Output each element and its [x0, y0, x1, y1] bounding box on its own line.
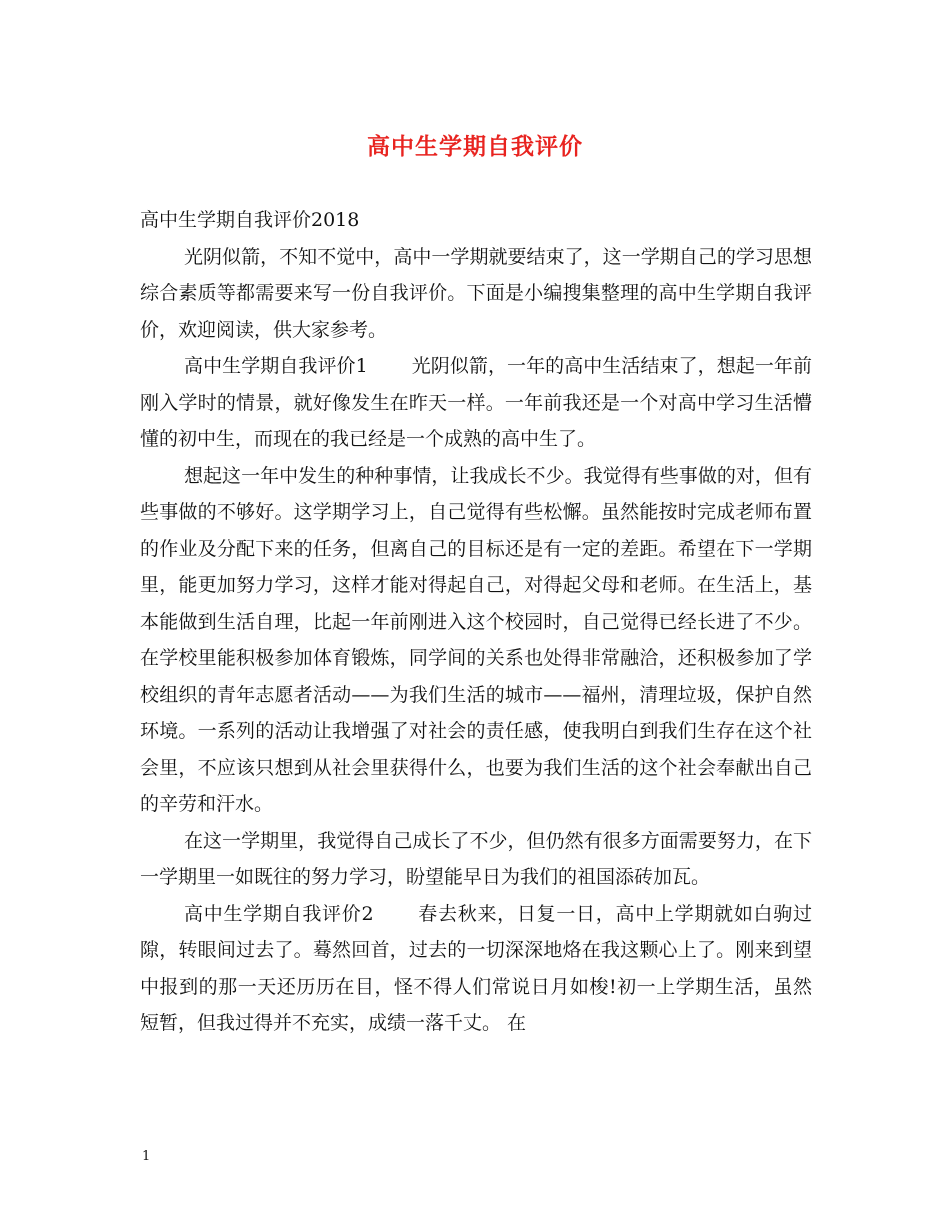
- section-1-paragraph-3: 在这一学期里，我觉得自己成长了不少，但仍然有很多方面需要努力，在下一学期里一如既往的努力学习，盼望能早日为我们的祖国添砖加瓦。: [140, 829, 812, 888]
- section-2-paragraph-1: [140, 896, 812, 1042]
- section-2-heading: 高中生学期自我评价2: [184, 902, 374, 925]
- subtitle-line: 高中生学期自我评价2018: [140, 209, 360, 231]
- section-1-paragraph-2: 想起这一年中发生的种种事情，让我成长不少。我觉得有些事做的对，但有些事做的不够好。这学期学习上，自己觉得有些松懈。虽然能按时完成老师布置的作业及分配下来的任务，但离自己的目标还是有一定的差距。希望在下一学期里，能更加努力学习，这样才能对得起自己，对得起父母和老师。在生活上，基本能做到生活自理，比起一年前刚进入这个校园时，自己觉得已经长进了不少。在学校里能积极参加体育锻炼，同学间的关系也处得非常融洽，还积极参加了学校组织的青年志愿者活动——为我们生活的城市——福州，清理垃圾，保护自然环境。一系列的活动让我增强了对社会的责任感，使我明白到我们生存在这个社会里，不应该只想到从社会里获得什么，也要为我们生活的这个社会奉献出自己的辛劳和汗水。: [140, 464, 812, 815]
- intro-paragraph: 光阴似箭，不知不觉中，高中一学期就要结束了，这一学期自己的学习思想综合素质等都需要来写一份自我评价。下面是小编搜集整理的高中生学期自我评价，欢迎阅读，供大家参考。: [140, 245, 812, 341]
- section-2-text-1: 春去秋来，日复一日，高中上学期就如白驹过隙，转眼间过去了。蓦然回首，过去的一切深深地烙在我这颗心上了。刚来到望中报到的那一天还历历在目，怪不得人们常说日月如梭!初一上学期生活，虽然短暂，但我过得并不充实，成绩一落千丈。 在: [140, 902, 812, 1034]
- section-1-paragraph-1: [140, 348, 812, 458]
- page-title: 高中生学期自我评价: [367, 133, 583, 160]
- section-1-heading: 高中生学期自我评价1: [184, 355, 368, 377]
- page-number: 1: [142, 1149, 151, 1164]
- document-body: [140, 202, 812, 1042]
- section-1-text-1: 光阴似箭，一年的高中生活结束了，想起一年前刚入学时的情景，就好像发生在昨天一样。一年前我还是一个对高中学习生活懵懂的初中生，而现在的我已经是一个成熟的高中生了。: [140, 355, 812, 450]
